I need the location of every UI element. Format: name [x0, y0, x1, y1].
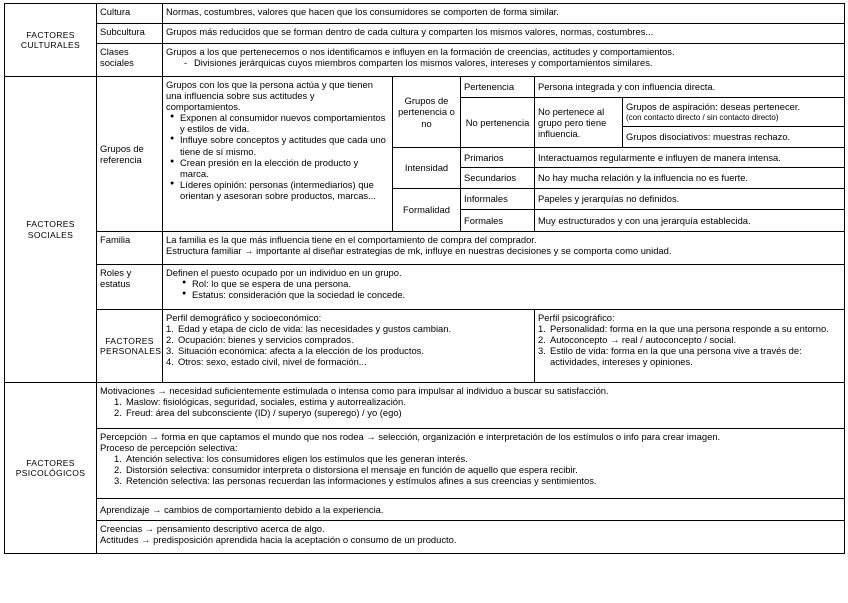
grupos-disociativos: Grupos disociativos: muestras rechazo.: [623, 126, 844, 146]
list-item: 3. Retención selectiva: las personas recuerdan las informaciones y estímulos afines a sus creencias y sentimientos.: [114, 475, 597, 487]
row-name-roles-estatus: Roles y estatus: [97, 265, 163, 310]
list-item: - Divisiones jerárquicas cuyos miembros comparten los mismos valores, intereses y comportamientos similares.: [194, 57, 841, 68]
list-item: ● Estatus: consideración que la sociedad le concede.: [192, 289, 841, 300]
no-pertenencia: No pertenencia: [461, 98, 535, 148]
list-item: 3. Estilo de vida: forma en la que una persona vive a través de: actividades, intereses y opiniones.: [538, 345, 802, 368]
row-name-cultura: Cultura: [97, 4, 163, 24]
list-item: 1. Personalidad: forma en la que una persona responde a su entorno.: [538, 323, 829, 335]
section-factores-psicologicos: FACTORES PSICOLÓGICOS: [5, 383, 97, 554]
label-formalidad: Formalidad: [393, 189, 461, 232]
list-item: ● Exponen al consumidor nuevos comportamientos y estilos de vida.: [180, 112, 389, 134]
row-name-subcultura: Subcultura: [97, 24, 163, 44]
list-item: 3. Situación económica: afecta a la elección de los productos.: [166, 345, 424, 357]
familia-desc: La familia es la que más influencia tiene en el comportamiento de compra del comprador. Estructura familiar → importante al diseñar estrategias de mk, influye en nuestras decisiones y se comporta como unidad.: [163, 232, 845, 265]
section-factores-culturales: FACTORES CULTURALES: [5, 4, 97, 77]
perfil-psicografico: Perfil psicográfico: 1. Personalidad: forma en la que una persona responde a su entorno. 2. Autoconcepto → real / autoconcepto / social. 3. Estilo de vida: forma en la que una persona vive a través de: actividades, intereses y opiniones.: [535, 310, 845, 383]
pertenencia-desc: Persona integrada y con influencia directa.: [535, 77, 845, 98]
creencias-actitudes: Creencias → pensamiento descriptivo acerca de algo. Actitudes → predisposición aprendida hacia la aceptación o consumo de un producto.: [97, 521, 845, 554]
list-item: 4. Otros: sexo, estado civil, nivel de formación...: [166, 356, 367, 368]
perfil-demografico: Perfil demográfico y socioeconómico: 1. Edad y etapa de ciclo de vida: las necesidades y gustos cambian. 2. Ocupación: bienes y servicios comprados. 3. Situación económica: afecta a la elección de los productos. 4. Otros: sexo, estado civil, nivel de formación...: [163, 310, 535, 383]
label-pertenencia: Grupos de pertenencia o no: [393, 77, 461, 148]
informales: Informales: [461, 189, 535, 210]
row-name-clases-sociales: Clases sociales: [97, 44, 163, 77]
formales-desc: Muy estructurados y con una jerarquía establecida.: [535, 210, 845, 232]
no-pertenencia-subgroups: [623, 98, 845, 148]
row-desc-subcultura: Grupos más reducidos que se forman dentro de cada cultura y comparten los mismos valores, normas, costumbres...: [163, 24, 845, 44]
list-item: ● Rol: lo que se espera de una persona.: [192, 278, 841, 289]
pertenencia: Pertenencia: [461, 77, 535, 98]
grupos-referencia-desc: Grupos con los que la persona actúa y que tienen una influencia sobre sus actitudes y comportamientos. ● Exponen al consumidor nuevos comportamientos y estilos de vida. ● Influye sobre conceptos y actitudes que cada uno tiene de sí mismo. ● Crean presión en la elección de producto y marca. ● Líderes opinión: personas (intermediarios) que orientan y asesoran sobre productos, marcas...: [163, 77, 393, 232]
list-item: 2. Freud: área del subconsciente (ID) / superyo (superego) / yo (ego): [114, 407, 402, 419]
row-name-familia: Familia: [97, 232, 163, 265]
secundarios-desc: No hay mucha relación y la influencia no es fuerte.: [535, 168, 845, 189]
formales: Formales: [461, 210, 535, 232]
secundarios: Secundarios: [461, 168, 535, 189]
list-item: 2. Ocupación: bienes y servicios comprados.: [166, 334, 354, 346]
consumer-factors-table: [4, 3, 845, 554]
list-item: 2. Distorsión selectiva: consumidor interpreta o distorsiona el mensaje en función de aquello que espera recibir.: [114, 464, 578, 476]
grupos-aspiracion: Grupos de aspiración: deseas pertenecer. (con contacto directo / sin contacto directo): [623, 98, 844, 126]
list-item: 1. Atención selectiva: los consumidores eligen los estímulos que les generan interés.: [114, 453, 468, 465]
section-factores-sociales: FACTORES SOCIALES: [5, 77, 97, 383]
list-item: 1. Edad y etapa de ciclo de vida: las necesidades y gustos cambian.: [166, 323, 452, 335]
row-desc-clases-sociales: Grupos a los que pertenecemos o nos identificamos e influyen en la formación de creencias, actitudes y comportamientos. - Divisiones jerárquicas cuyos miembros comparten los mismos valores, intereses y comportamientos similares.: [163, 44, 845, 77]
label-intensidad: Intensidad: [393, 148, 461, 189]
list-item: 2. Autoconcepto → real / autoconcepto / social.: [538, 334, 737, 346]
list-item: 1. Maslow: fisiológicas, seguridad, sociales, estima y autorrealización.: [114, 396, 406, 408]
primarios: Primarios: [461, 148, 535, 168]
motivaciones: Motivaciones → necesidad suficientemente estimulada o intensa como para impulsar al individuo a buscar su satisfacción. 1. Maslow: fisiológicas, seguridad, sociales, estima y autorrealización. 2. Freud: área del subconsciente (ID) / superyo (superego) / yo (ego): [97, 383, 845, 429]
section-factores-personales: FACTORES PERSONALES: [97, 310, 163, 383]
list-item: ● Crean presión en la elección de producto y marca.: [180, 157, 389, 179]
list-item: ● Líderes opinión: personas (intermediarios) que orientan y asesoran sobre productos, marcas...: [180, 179, 389, 201]
roles-desc: Definen el puesto ocupado por un individuo en un grupo. ● Rol: lo que se espera de una persona. ● Estatus: consideración que la sociedad le concede.: [163, 265, 845, 310]
informales-desc: Papeles y jerarquías no definidos.: [535, 189, 845, 210]
list-item: ● Influye sobre conceptos y actitudes que cada uno tiene de sí mismo.: [180, 134, 389, 156]
percepcion: Percepción → forma en que captamos el mundo que nos rodea → selección, organización e interpretación de los estímulos o info para crear imagen. Proceso de percepción selectiva: 1. Atención selectiva: los consumidores eligen los estímulos que les generan interés. 2. Distorsión selectiva: consumidor interpreta o distorsiona el mensaje en función de aquello que espera recibir. 3. Retención selectiva: las personas recuerdan las informaciones y estímulos afines a sus creencias y sentimientos.: [97, 429, 845, 499]
aprendizaje: Aprendizaje → cambios de comportamiento debido a la experiencia.: [97, 499, 845, 521]
row-name-grupos-referencia: Grupos de referencia: [97, 77, 163, 232]
row-desc-cultura: Normas, costumbres, valores que hacen que los consumidores se comporten de forma similar.: [163, 4, 845, 24]
no-pertenencia-desc: No pertenece al grupo pero tiene influencia.: [535, 98, 623, 148]
primarios-desc: Interactuamos regularmente e influyen de manera intensa.: [535, 148, 845, 168]
